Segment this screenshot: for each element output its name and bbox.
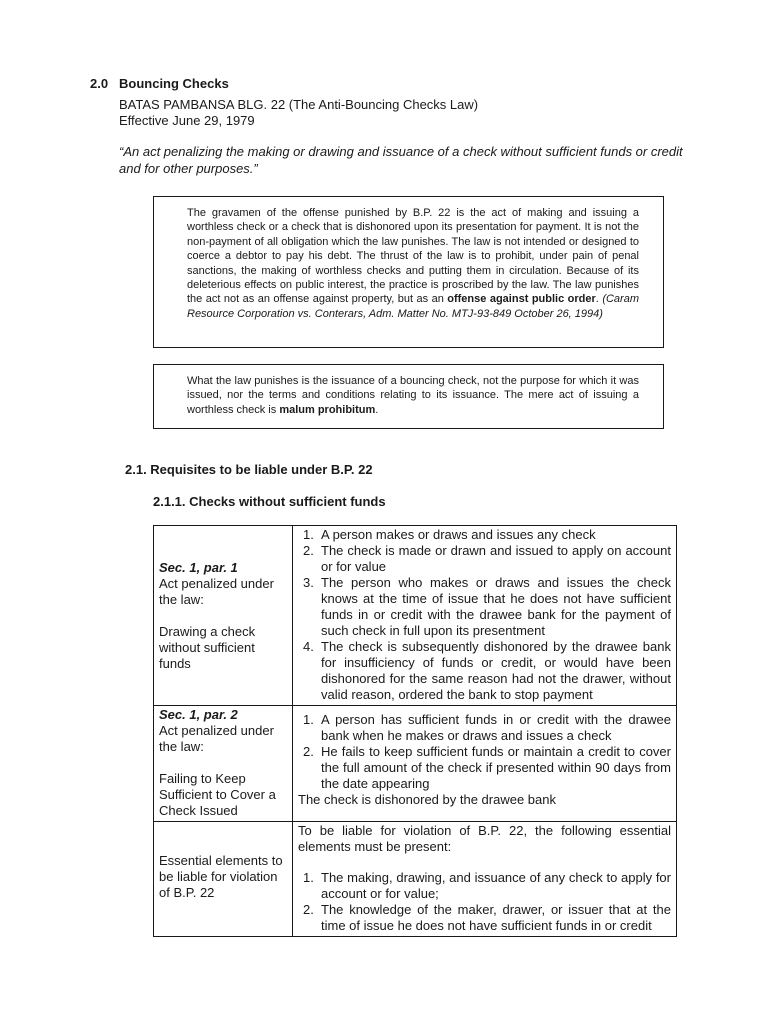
list-item bbox=[298, 902, 671, 934]
act-description: Act penalized under the law: bbox=[159, 576, 274, 607]
item-number: 2. bbox=[303, 902, 314, 917]
item-text: The check is subsequently dishonored by the drawee bank for insufficiency of funds or credit, or would have been dishonored for the same reason had not the drawer, without valid reason, ordered the bank to stop payment bbox=[321, 639, 671, 702]
gravamen-box bbox=[153, 196, 664, 348]
table-cell-elements bbox=[293, 822, 677, 937]
table-row bbox=[154, 526, 677, 706]
item-text: A person makes or draws and issues any check bbox=[321, 527, 596, 542]
table-row bbox=[154, 822, 677, 937]
malum-bold: malum prohibitum bbox=[279, 403, 376, 416]
gravamen-paragraph bbox=[187, 206, 639, 321]
list-item bbox=[298, 527, 671, 543]
section-ref: Sec. 1, par. 2 bbox=[159, 707, 238, 722]
requisites-heading: 2.1. Requisites to be liable under B.P. 22 bbox=[125, 462, 373, 477]
table-cell-label bbox=[154, 526, 293, 706]
list-item bbox=[298, 575, 671, 639]
malum-text: What the law punishes is the issuance of a bouncing check, not the purpose for which it was issued, nor the terms and conditions relating to its issuance. The mere act of issuing a worthless check is bbox=[187, 375, 639, 416]
table-row bbox=[154, 706, 677, 822]
checks-subheading: 2.1.1. Checks without sufficient funds bbox=[153, 494, 386, 509]
law-name: BATAS PAMBANSA BLG. 22 (The Anti-Bouncing Checks Law) bbox=[119, 97, 479, 112]
section-heading bbox=[90, 76, 229, 91]
item-number: 1. bbox=[303, 870, 314, 885]
table-cell-label bbox=[154, 706, 293, 822]
section-title: Bouncing Checks bbox=[119, 76, 229, 91]
essential-elements-label: Essential elements to be liable for violation of B.P. 22 bbox=[159, 853, 283, 900]
item-text: The making, drawing, and issuance of any check to apply for account or for value; bbox=[321, 870, 671, 901]
item-number: 3. bbox=[303, 575, 314, 590]
gravamen-bold: offense against public order bbox=[447, 293, 596, 306]
item-text: A person has sufficient funds in or credit with the drawee bank when he makes or draws and issues a check bbox=[321, 712, 671, 743]
item-text: The person who makes or draws and issues the check knows at the time of issue that he does not have sufficient funds in or credit with the drawee bank for the payment of such check in full upon its presentment bbox=[321, 575, 671, 638]
law-title-quote: “An act penalizing the making or drawing and issuance of a check without sufficient funds or credit and for other purposes.” bbox=[119, 144, 683, 176]
act-description: Act penalized under the law: bbox=[159, 723, 274, 754]
elements-list bbox=[298, 870, 671, 934]
list-item bbox=[298, 712, 671, 744]
elements-list bbox=[298, 527, 671, 703]
gravamen-text-end: . bbox=[595, 293, 603, 306]
section-number: 2.0 bbox=[90, 76, 109, 91]
section-ref: Sec. 1, par. 1 bbox=[159, 560, 238, 575]
table-cell-elements bbox=[293, 526, 677, 706]
list-item bbox=[298, 744, 671, 792]
item-number: 1. bbox=[303, 527, 314, 542]
item-text: The knowledge of the maker, drawer, or issuer that at the time of issue he does not have sufficient funds in or credit bbox=[321, 902, 671, 933]
item-text: He fails to keep sufficient funds or maintain a credit to cover the full amount of the check if presented within 90 days from the date appearing bbox=[321, 744, 671, 791]
malum-paragraph bbox=[187, 374, 639, 417]
item-number: 2. bbox=[303, 543, 314, 558]
table-cell-label bbox=[154, 822, 293, 937]
requisites-table bbox=[153, 525, 677, 937]
act-name: Drawing a check without sufficient funds bbox=[159, 624, 256, 671]
dishonored-note: The check is dishonored by the drawee bank bbox=[298, 792, 556, 807]
table-cell-elements bbox=[293, 706, 677, 822]
list-item bbox=[298, 870, 671, 902]
essential-intro: To be liable for violation of B.P. 22, the following essential elements must be present: bbox=[298, 823, 671, 854]
elements-list bbox=[298, 712, 671, 792]
item-text: The check is made or drawn and issued to apply on account or for value bbox=[321, 543, 671, 574]
act-name: Failing to Keep Sufficient to Cover a Check Issued bbox=[159, 771, 276, 818]
gravamen-text: The gravamen of the offense punished by B.P. 22 is the act of making and issuing a worthless check or a check that is dishonored upon its presentation for payment. It is not the non-payment of all obligation which the law punishes. The law is not intended or designed to coerce a debtor to pay his debt. The thrust of the law is to prohibit, under pain of penal sanctions, the making of worthless checks and putting them in circulation. Because of its deleterious effects on public interest, the practice is proscribed by the law. The law punishes the act not as an offense against property, but as an bbox=[187, 207, 639, 306]
item-number: 4. bbox=[303, 639, 314, 654]
effective-date: Effective June 29, 1979 bbox=[119, 113, 255, 128]
item-number: 2. bbox=[303, 744, 314, 759]
list-item bbox=[298, 543, 671, 575]
gravamen-citation: (Caram Resource Corporation vs. Conterars, Adm. Matter No. MTJ-93-849 October 26, 1994) bbox=[187, 293, 639, 320]
list-item bbox=[298, 639, 671, 703]
malum-text-end: . bbox=[375, 403, 379, 416]
item-number: 1. bbox=[303, 712, 314, 727]
malum-prohibitum-box bbox=[153, 364, 664, 429]
